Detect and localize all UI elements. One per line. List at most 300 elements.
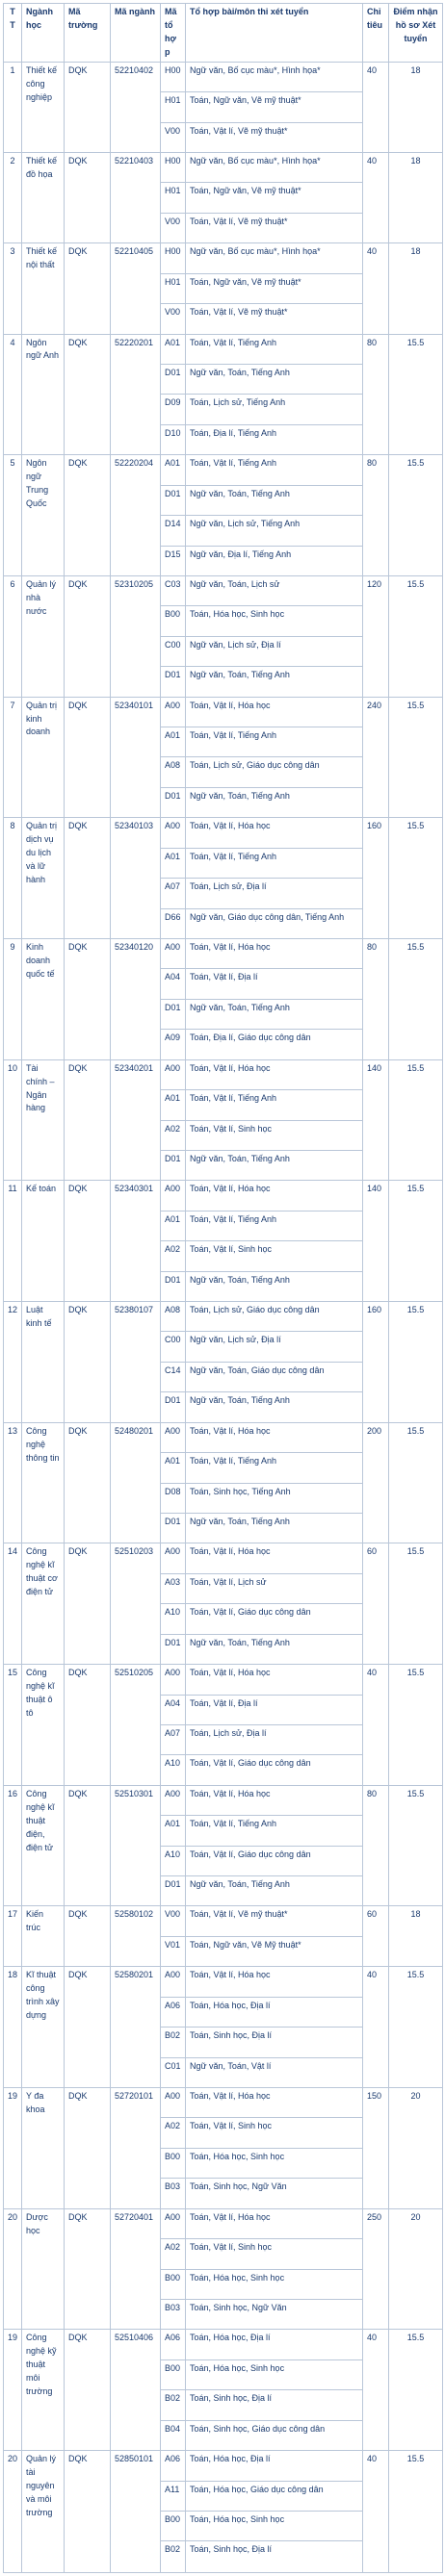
combo-subjects: Ngữ văn, Toán, Tiếng Anh	[186, 1514, 363, 1543]
major-code: 52340301	[111, 1181, 161, 1302]
header-quota: Chỉ tiêu	[363, 4, 389, 63]
school-code: DQK	[65, 1181, 111, 1302]
table-row	[4, 2330, 443, 2359]
combo-code: A00	[161, 938, 186, 968]
table-row	[4, 62, 443, 91]
min-score: 15.5	[389, 938, 443, 1059]
combo-code: B04	[161, 2420, 186, 2450]
combo-code: A06	[161, 2330, 186, 2359]
row-tt: 4	[4, 334, 22, 455]
combo-subjects: Ngữ văn, Toán, Tiếng Anh	[186, 999, 363, 1029]
major-name: Quản trị dịch vụ du lịch và lữ hành	[22, 818, 65, 939]
major-name: Công nghệ kĩ thuật điện, điện tử	[22, 1785, 65, 1906]
quota: 60	[363, 1906, 389, 1967]
combo-code: B00	[161, 606, 186, 636]
major-name: Kiến trúc	[22, 1906, 65, 1967]
min-score: 15.5	[389, 455, 443, 576]
combo-subjects: Toán, Vật lí, Tiếng Anh	[186, 1090, 363, 1120]
combo-subjects: Toán, Vật lí, Tiếng Anh	[186, 727, 363, 757]
combo-subjects: Toán, Hóa học, Địa lí	[186, 2330, 363, 2359]
combo-code: D01	[161, 999, 186, 1029]
combo-subjects: Ngữ văn, Lịch sử, Tiếng Anh	[186, 516, 363, 546]
combo-code: A01	[161, 727, 186, 757]
combo-code: H00	[161, 153, 186, 183]
combo-subjects: Ngữ văn, Bố cục màu*, Hình họa*	[186, 153, 363, 183]
school-code: DQK	[65, 1543, 111, 1665]
combo-code: A03	[161, 1573, 186, 1603]
row-tt: 20	[4, 2451, 22, 2573]
table-row	[4, 1302, 443, 1332]
combo-code: A06	[161, 1997, 186, 2027]
min-score: 15.5	[389, 2451, 443, 2573]
table-row	[4, 1181, 443, 1211]
combo-code: D01	[161, 1876, 186, 1906]
header-row	[4, 4, 443, 63]
quota: 40	[363, 1665, 389, 1786]
combo-code: A02	[161, 2118, 186, 2148]
combo-subjects: Ngữ văn, Toán, Vật lí	[186, 2057, 363, 2087]
combo-code: A10	[161, 1755, 186, 1785]
min-score: 15.5	[389, 1059, 443, 1181]
row-tt: 19	[4, 2088, 22, 2209]
combo-code: D01	[161, 667, 186, 697]
min-score: 15.5	[389, 818, 443, 939]
row-tt: 7	[4, 697, 22, 818]
school-code: DQK	[65, 1967, 111, 2088]
quota: 150	[363, 2088, 389, 2209]
combo-subjects: Ngữ văn, Toán, Tiếng Anh	[186, 1634, 363, 1664]
school-code: DQK	[65, 1302, 111, 1423]
major-name: Quản lý tài nguyên và môi trường	[22, 2451, 65, 2573]
major-name: Luật kinh tế	[22, 1302, 65, 1423]
quota: 40	[363, 62, 389, 152]
combo-subjects: Toán, Vật lí, Tiếng Anh	[186, 848, 363, 878]
combo-code: V00	[161, 122, 186, 152]
combo-code: D15	[161, 546, 186, 575]
major-name: Kinh doanh quốc tế	[22, 938, 65, 1059]
combo-code: A00	[161, 1181, 186, 1211]
school-code: DQK	[65, 1422, 111, 1543]
combo-subjects: Toán, Vật lí, Tiếng Anh	[186, 1211, 363, 1240]
combo-code: B02	[161, 2028, 186, 2057]
combo-subjects: Toán, Vật lí, Hóa học	[186, 1665, 363, 1695]
combo-code: A09	[161, 1030, 186, 1059]
combo-code: B00	[161, 2511, 186, 2540]
table-body	[4, 62, 443, 2572]
combo-code: A08	[161, 1302, 186, 1332]
combo-subjects: Toán, Ngữ văn, Vẽ mỹ thuật*	[186, 92, 363, 122]
major-code: 52480201	[111, 1422, 161, 1543]
combo-subjects: Toán, Sinh học, Ngữ Văn	[186, 2179, 363, 2208]
major-name: Tài chính – Ngân hàng	[22, 1059, 65, 1181]
combo-subjects: Toán, Lịch sử, Địa lí	[186, 1724, 363, 1754]
table-row	[4, 1422, 443, 1452]
combo-code: A02	[161, 2239, 186, 2269]
combo-subjects: Toán, Ngữ văn, Vẽ Mỹ thuật*	[186, 1936, 363, 1966]
combo-subjects: Toán, Ngữ văn, Vẽ mỹ thuật*	[186, 273, 363, 303]
combo-code: C00	[161, 1332, 186, 1362]
school-code: DQK	[65, 938, 111, 1059]
header-tt: TT	[4, 4, 22, 63]
combo-subjects: Toán, Vật lí, Giáo dục công dân	[186, 1846, 363, 1875]
combo-code: B02	[161, 2390, 186, 2420]
quota: 60	[363, 1543, 389, 1665]
combo-code: A00	[161, 1665, 186, 1695]
combo-subjects: Ngữ văn, Toán, Lịch sử	[186, 575, 363, 605]
combo-subjects: Toán, Vật lí, Tiếng Anh	[186, 334, 363, 364]
combo-subjects: Toán, Vật lí, Địa lí	[186, 969, 363, 999]
table-row	[4, 1543, 443, 1573]
major-code: 52510205	[111, 1665, 161, 1786]
combo-code: H00	[161, 62, 186, 91]
major-code: 52220201	[111, 334, 161, 455]
combo-code: D01	[161, 1271, 186, 1301]
combo-code: D01	[161, 485, 186, 515]
min-score: 15.5	[389, 2330, 443, 2451]
row-tt: 13	[4, 1422, 22, 1543]
combo-subjects: Ngữ văn, Toán, Giáo dục công dân	[186, 1362, 363, 1391]
combo-code: D09	[161, 395, 186, 424]
combo-code: A00	[161, 818, 186, 848]
combo-subjects: Toán, Vật lí, Hóa học	[186, 2208, 363, 2238]
major-code: 52340201	[111, 1059, 161, 1181]
combo-code: A00	[161, 1059, 186, 1089]
combo-subjects: Toán, Vật lí, Sinh học	[186, 2239, 363, 2269]
combo-subjects: Toán, Vật lí, Hóa học	[186, 697, 363, 727]
table-row	[4, 1967, 443, 1997]
header-combo: Tổ hợp bài/môn thi xét tuyển	[186, 4, 363, 63]
combo-code: A08	[161, 757, 186, 787]
combo-code: A02	[161, 1241, 186, 1271]
school-code: DQK	[65, 2088, 111, 2209]
combo-subjects: Toán, Vật lí, Sinh học	[186, 2118, 363, 2148]
major-code: 52210402	[111, 62, 161, 152]
combo-code: H01	[161, 92, 186, 122]
combo-subjects: Toán, Vật lí, Hóa học	[186, 2088, 363, 2118]
combo-subjects: Toán, Sinh học, Địa lí	[186, 2390, 363, 2420]
combo-subjects: Ngữ văn, Bố cục màu*, Hình họa*	[186, 62, 363, 91]
combo-subjects: Toán, Hóa học, Sinh học	[186, 2148, 363, 2178]
major-code: 52380107	[111, 1302, 161, 1423]
major-name: Thiết kế đồ họa	[22, 153, 65, 243]
school-code: DQK	[65, 62, 111, 152]
combo-code: D01	[161, 1392, 186, 1422]
header-school-code: Mã trường	[65, 4, 111, 63]
combo-subjects: Toán, Vật lí, Tiếng Anh	[186, 1816, 363, 1846]
school-code: DQK	[65, 1906, 111, 1967]
major-name: Công nghệ kỹ thuật môi trường	[22, 2330, 65, 2451]
major-code: 52220204	[111, 455, 161, 576]
quota: 40	[363, 153, 389, 243]
combo-subjects: Toán, Vật lí, Hóa học	[186, 938, 363, 968]
row-tt: 19	[4, 2330, 22, 2451]
quota: 40	[363, 2330, 389, 2451]
row-tt: 2	[4, 153, 22, 243]
row-tt: 1	[4, 62, 22, 152]
row-tt: 18	[4, 1967, 22, 2088]
combo-code: A01	[161, 1090, 186, 1120]
combo-code: A07	[161, 1724, 186, 1754]
combo-code: B00	[161, 2148, 186, 2178]
header-major: Ngành học	[22, 4, 65, 63]
major-name: Công nghệ kĩ thuật cơ điện tử	[22, 1543, 65, 1665]
combo-code: V00	[161, 1906, 186, 1936]
row-tt: 14	[4, 1543, 22, 1665]
combo-code: A00	[161, 2208, 186, 2238]
row-tt: 3	[4, 243, 22, 334]
combo-code: A00	[161, 697, 186, 727]
combo-code: H01	[161, 183, 186, 213]
combo-code: A00	[161, 1785, 186, 1815]
combo-subjects: Toán, Vật lí, Lịch sử	[186, 1573, 363, 1603]
combo-code: A01	[161, 1816, 186, 1846]
row-tt: 17	[4, 1906, 22, 1967]
combo-subjects: Toán, Hóa học, Sinh học	[186, 2269, 363, 2299]
school-code: DQK	[65, 818, 111, 939]
combo-subjects: Toán, Vật lí, Hóa học	[186, 1785, 363, 1815]
combo-subjects: Ngữ văn, Toán, Tiếng Anh	[186, 1392, 363, 1422]
major-name: Ngôn ngữ Trung Quốc	[22, 455, 65, 576]
quota: 160	[363, 1302, 389, 1423]
major-code: 52210403	[111, 153, 161, 243]
quota: 40	[363, 1967, 389, 2088]
major-code: 52720401	[111, 2208, 161, 2330]
min-score: 15.5	[389, 1785, 443, 1906]
quota: 200	[363, 1422, 389, 1543]
combo-code: A10	[161, 1846, 186, 1875]
combo-subjects: Toán, Lịch sử, Địa lí	[186, 879, 363, 908]
combo-code: A01	[161, 334, 186, 364]
combo-code: A07	[161, 879, 186, 908]
combo-subjects: Toán, Hóa học, Địa lí	[186, 2451, 363, 2481]
combo-subjects: Ngữ văn, Bố cục màu*, Hình họa*	[186, 243, 363, 273]
combo-subjects: Ngữ văn, Địa lí, Tiếng Anh	[186, 546, 363, 575]
min-score: 18	[389, 153, 443, 243]
school-code: DQK	[65, 697, 111, 818]
school-code: DQK	[65, 2208, 111, 2330]
major-code: 52510203	[111, 1543, 161, 1665]
combo-code: A02	[161, 1120, 186, 1150]
school-code: DQK	[65, 2330, 111, 2451]
major-code: 52850101	[111, 2451, 161, 2573]
major-name: Công nghệ kĩ thuật ô tô	[22, 1665, 65, 1786]
major-code: 52580102	[111, 1906, 161, 1967]
table-row	[4, 153, 443, 183]
major-code: 52310205	[111, 575, 161, 697]
min-score: 15.5	[389, 1543, 443, 1665]
major-code: 52210405	[111, 243, 161, 334]
table-row	[4, 243, 443, 273]
row-tt: 9	[4, 938, 22, 1059]
row-tt: 20	[4, 2208, 22, 2330]
min-score: 18	[389, 1906, 443, 1967]
combo-code: D14	[161, 516, 186, 546]
combo-code: C01	[161, 2057, 186, 2087]
row-tt: 15	[4, 1665, 22, 1786]
combo-subjects: Toán, Hóa học, Giáo dục công dân	[186, 2481, 363, 2511]
combo-subjects: Toán, Vật lí, Hóa học	[186, 1422, 363, 1452]
combo-code: D01	[161, 1150, 186, 1180]
major-name: Dược học	[22, 2208, 65, 2330]
min-score: 15.5	[389, 334, 443, 455]
combo-code: D01	[161, 1514, 186, 1543]
quota: 140	[363, 1181, 389, 1302]
quota: 40	[363, 243, 389, 334]
combo-code: A10	[161, 1604, 186, 1634]
school-code: DQK	[65, 1059, 111, 1181]
combo-subjects: Ngữ văn, Toán, Tiếng Anh	[186, 1150, 363, 1180]
combo-subjects: Ngữ văn, Toán, Tiếng Anh	[186, 667, 363, 697]
header-score: Điểm nhận hồ sơ Xét tuyển	[389, 4, 443, 63]
combo-code: B00	[161, 2269, 186, 2299]
combo-subjects: Toán, Ngữ văn, Vẽ mỹ thuật*	[186, 183, 363, 213]
combo-code: D01	[161, 364, 186, 394]
combo-code: A04	[161, 969, 186, 999]
major-name: Quản lý nhà nước	[22, 575, 65, 697]
combo-subjects: Toán, Vật lí, Tiếng Anh	[186, 455, 363, 485]
table-row	[4, 1906, 443, 1936]
table-row	[4, 1785, 443, 1815]
combo-subjects: Toán, Vật lí, Hóa học	[186, 1059, 363, 1089]
major-code: 52340101	[111, 697, 161, 818]
quota: 80	[363, 455, 389, 576]
min-score: 15.5	[389, 1665, 443, 1786]
table-row	[4, 2451, 443, 2481]
min-score: 15.5	[389, 1422, 443, 1543]
combo-code: A11	[161, 2481, 186, 2511]
combo-code: D66	[161, 908, 186, 938]
combo-subjects: Toán, Vật lí, Tiếng Anh	[186, 1453, 363, 1483]
combo-subjects: Toán, Vật lí, Hóa học	[186, 818, 363, 848]
school-code: DQK	[65, 575, 111, 697]
combo-code: B03	[161, 2299, 186, 2329]
combo-subjects: Toán, Vật lí, Vẽ mỹ thuật*	[186, 213, 363, 242]
table-row	[4, 938, 443, 968]
header-major-code: Mã ngành	[111, 4, 161, 63]
combo-subjects: Toán, Vật lí, Giáo dục công dân	[186, 1604, 363, 1634]
combo-code: V00	[161, 213, 186, 242]
quota: 250	[363, 2208, 389, 2330]
combo-subjects: Toán, Vật lí, Hóa học	[186, 1967, 363, 1997]
combo-subjects: Toán, Vật lí, Hóa học	[186, 1543, 363, 1573]
combo-subjects: Toán, Vật lí, Địa lí	[186, 1695, 363, 1724]
table-row	[4, 818, 443, 848]
table-row	[4, 334, 443, 364]
combo-code: C00	[161, 636, 186, 666]
quota: 160	[363, 818, 389, 939]
combo-subjects: Toán, Vật lí, Vẽ mỹ thuật*	[186, 304, 363, 334]
major-code: 52510406	[111, 2330, 161, 2451]
combo-subjects: Toán, Lịch sử, Giáo dục công dân	[186, 1302, 363, 1332]
school-code: DQK	[65, 334, 111, 455]
min-score: 15.5	[389, 1181, 443, 1302]
quota: 80	[363, 334, 389, 455]
header-combo-code: Mã tổ hợp	[161, 4, 186, 63]
min-score: 15.5	[389, 1967, 443, 2088]
min-score: 18	[389, 62, 443, 152]
combo-subjects: Toán, Vật lí, Sinh học	[186, 1120, 363, 1150]
combo-subjects: Ngữ văn, Giáo dục công dân, Tiếng Anh	[186, 908, 363, 938]
table-row	[4, 2208, 443, 2238]
school-code: DQK	[65, 153, 111, 243]
school-code: DQK	[65, 1665, 111, 1786]
combo-code: A00	[161, 1967, 186, 1997]
major-name: Thiết kế nội thất	[22, 243, 65, 334]
school-code: DQK	[65, 243, 111, 334]
table-row	[4, 1665, 443, 1695]
combo-code: A06	[161, 2451, 186, 2481]
table-row	[4, 1059, 443, 1089]
major-code: 52580201	[111, 1967, 161, 2088]
combo-code: D08	[161, 1483, 186, 1513]
major-name: Kĩ thuật công trình xây dựng	[22, 1967, 65, 2088]
combo-code: B03	[161, 2179, 186, 2208]
combo-subjects: Toán, Vật lí, Vẽ mỹ thuật*	[186, 1906, 363, 1936]
combo-subjects: Toán, Sinh học, Địa lí	[186, 2028, 363, 2057]
combo-code: H01	[161, 273, 186, 303]
combo-subjects: Toán, Sinh học, Địa lí	[186, 2541, 363, 2573]
table-row	[4, 697, 443, 727]
major-name: Công nghệ thông tin	[22, 1422, 65, 1543]
school-code: DQK	[65, 1785, 111, 1906]
school-code: DQK	[65, 455, 111, 576]
combo-subjects: Toán, Địa lí, Giáo dục công dân	[186, 1030, 363, 1059]
major-code: 52720101	[111, 2088, 161, 2209]
quota: 80	[363, 938, 389, 1059]
quota: 140	[363, 1059, 389, 1181]
combo-subjects: Toán, Vật lí, Giáo dục công dân	[186, 1755, 363, 1785]
quota: 120	[363, 575, 389, 697]
combo-code: A00	[161, 2088, 186, 2118]
min-score: 15.5	[389, 1302, 443, 1423]
combo-code: D01	[161, 787, 186, 817]
row-tt: 5	[4, 455, 22, 576]
combo-subjects: Toán, Hóa học, Sinh học	[186, 2511, 363, 2540]
combo-subjects: Ngữ văn, Toán, Tiếng Anh	[186, 1271, 363, 1301]
major-code: 52340120	[111, 938, 161, 1059]
major-code: 52340103	[111, 818, 161, 939]
quota: 40	[363, 2451, 389, 2573]
quota: 80	[363, 1785, 389, 1906]
min-score: 20	[389, 2088, 443, 2209]
admissions-table	[3, 3, 443, 2573]
row-tt: 11	[4, 1181, 22, 1302]
combo-subjects: Ngữ văn, Toán, Tiếng Anh	[186, 364, 363, 394]
combo-code: H00	[161, 243, 186, 273]
combo-code: V01	[161, 1936, 186, 1966]
combo-code: D10	[161, 424, 186, 454]
major-name: Kế toán	[22, 1181, 65, 1302]
combo-subjects: Toán, Vật lí, Hóa học	[186, 1181, 363, 1211]
combo-subjects: Ngữ văn, Toán, Tiếng Anh	[186, 485, 363, 515]
table-row	[4, 2088, 443, 2118]
combo-subjects: Toán, Sinh học, Tiếng Anh	[186, 1483, 363, 1513]
min-score: 15.5	[389, 575, 443, 697]
combo-subjects: Toán, Lịch sử, Giáo dục công dân	[186, 757, 363, 787]
combo-subjects: Toán, Hóa học, Sinh học	[186, 2359, 363, 2389]
combo-code: A04	[161, 1695, 186, 1724]
combo-subjects: Toán, Địa lí, Tiếng Anh	[186, 424, 363, 454]
min-score: 20	[389, 2208, 443, 2330]
quota: 240	[363, 697, 389, 818]
combo-code: V00	[161, 304, 186, 334]
combo-subjects: Ngữ văn, Toán, Tiếng Anh	[186, 1876, 363, 1906]
major-code: 52510301	[111, 1785, 161, 1906]
major-name: Y đa khoa	[22, 2088, 65, 2209]
combo-code: A00	[161, 1543, 186, 1573]
row-tt: 16	[4, 1785, 22, 1906]
combo-code: A01	[161, 848, 186, 878]
